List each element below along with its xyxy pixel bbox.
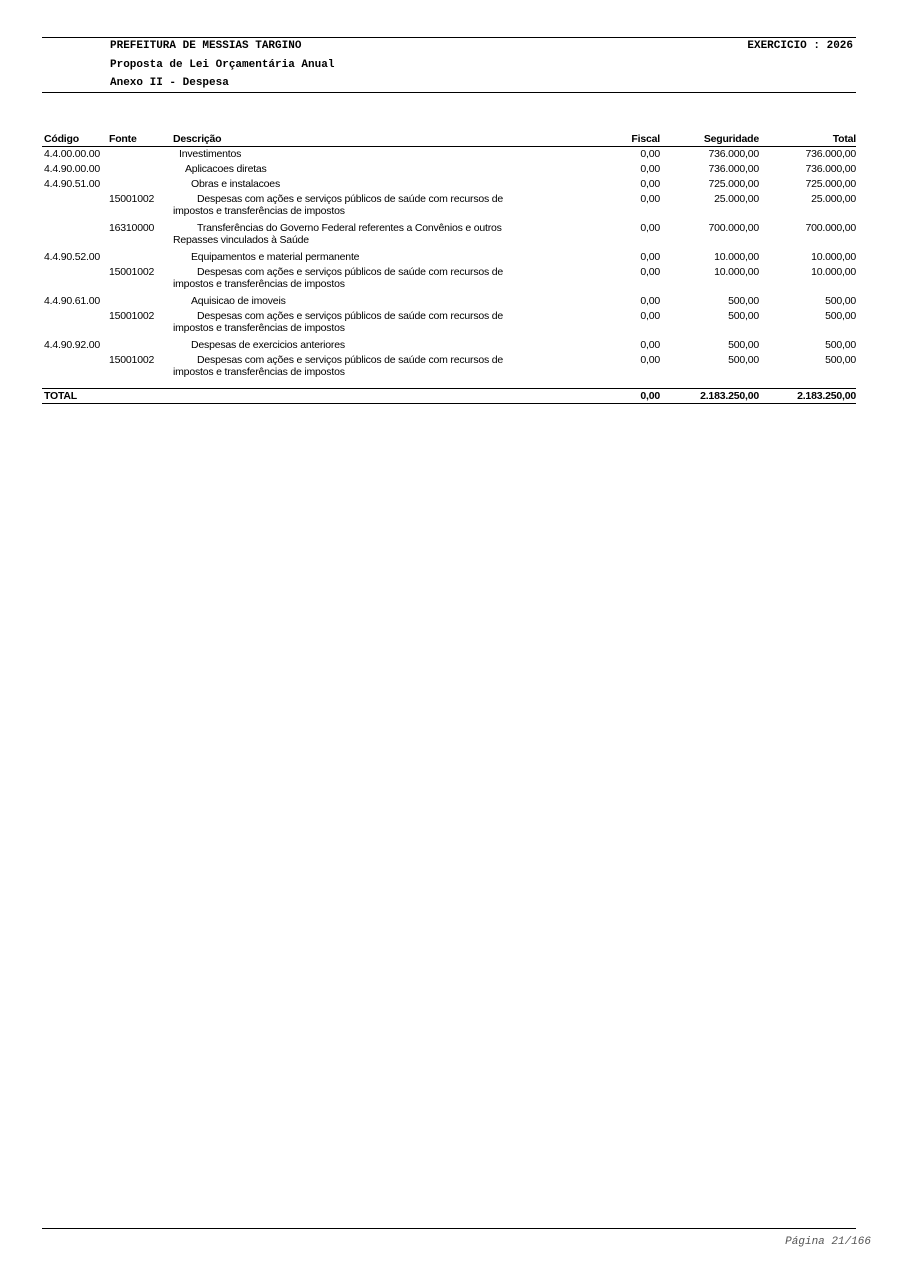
cell-total: 736.000,00 — [805, 163, 856, 175]
cell-descricao: Obras e instalacoes — [191, 178, 280, 190]
descricao-line-2: impostos e transferências de impostos — [173, 366, 345, 378]
cell-codigo: 4.4.90.61.00 — [44, 295, 100, 307]
col-fonte-header: Fonte — [109, 133, 137, 145]
exercise-label: EXERCICIO : 2026 — [747, 40, 853, 52]
cell-fonte: 15001002 — [109, 310, 155, 322]
descricao-line-2: impostos e transferências de impostos — [173, 205, 345, 217]
cell-seguridade: 10.000,00 — [714, 251, 759, 263]
cell-total: 10.000,00 — [811, 266, 856, 278]
cell-fonte: 15001002 — [109, 354, 155, 366]
descricao-line-1: Despesas com ações e serviços públicos de saúde com recursos de — [197, 266, 504, 278]
cell-seguridade: 725.000,00 — [708, 178, 759, 190]
page-number: Página 21/166 — [785, 1236, 871, 1248]
table-row — [42, 221, 856, 250]
header-top-rule — [42, 37, 856, 38]
descricao-line-1: Despesas com ações e serviços públicos de saúde com recursos de — [197, 310, 504, 322]
cell-descricao: Aplicacoes diretas — [185, 163, 267, 175]
table-row — [42, 309, 856, 338]
cell-fiscal: 0,00 — [640, 193, 660, 205]
cell-seguridade: 500,00 — [728, 295, 759, 307]
total-total: 2.183.250,00 — [797, 390, 856, 402]
cell-descricao — [173, 310, 533, 334]
cell-seguridade: 500,00 — [728, 354, 759, 366]
cell-total: 725.000,00 — [805, 178, 856, 190]
descricao-line-2: impostos e transferências de impostos — [173, 322, 345, 334]
col-fiscal-header: Fiscal — [631, 133, 660, 145]
descricao-line-1: Despesas com ações e serviços públicos de saúde com recursos de — [197, 354, 504, 366]
descricao-line-2: impostos e transferências de impostos — [173, 278, 345, 290]
total-label: TOTAL — [44, 390, 78, 402]
header-bottom-rule — [42, 92, 856, 93]
total-fiscal: 0,00 — [640, 390, 660, 402]
cell-fiscal: 0,00 — [640, 251, 660, 263]
cell-total: 736.000,00 — [805, 148, 856, 160]
table-row — [42, 162, 856, 177]
cell-descricao — [173, 193, 533, 217]
cell-fonte: 15001002 — [109, 266, 155, 278]
cell-descricao — [173, 222, 533, 246]
cell-descricao — [173, 354, 533, 378]
cell-fiscal: 0,00 — [640, 178, 660, 190]
cell-descricao — [173, 266, 533, 290]
table-header — [42, 132, 856, 147]
cell-codigo: 4.4.90.00.00 — [44, 163, 100, 175]
table-row — [42, 192, 856, 221]
table-row — [42, 353, 856, 382]
cell-codigo: 4.4.90.92.00 — [44, 339, 100, 351]
cell-total: 500,00 — [825, 295, 856, 307]
cell-fiscal: 0,00 — [640, 339, 660, 351]
cell-fiscal: 0,00 — [640, 266, 660, 278]
table-row — [42, 250, 856, 265]
cell-seguridade: 736.000,00 — [708, 163, 759, 175]
org-name: PREFEITURA DE MESSIAS TARGINO — [110, 40, 302, 52]
cell-fonte: 15001002 — [109, 193, 155, 205]
cell-codigo: 4.4.90.52.00 — [44, 251, 100, 263]
cell-fonte: 16310000 — [109, 222, 155, 234]
total-seguridade: 2.183.250,00 — [700, 390, 759, 402]
cell-fiscal: 0,00 — [640, 310, 660, 322]
col-seguridade-header: Seguridade — [703, 133, 759, 145]
cell-total: 500,00 — [825, 310, 856, 322]
table-row — [42, 294, 856, 309]
total-row — [42, 388, 856, 404]
cell-fiscal: 0,00 — [640, 222, 660, 234]
cell-seguridade: 736.000,00 — [708, 148, 759, 160]
descricao-line-1: Transferências do Governo Federal referentes a Convênios e outros — [197, 222, 502, 234]
cell-codigo: 4.4.00.00.00 — [44, 148, 100, 160]
cell-descricao: Aquisicao de imoveis — [191, 295, 286, 307]
cell-fiscal: 0,00 — [640, 148, 660, 160]
col-codigo-header: Código — [44, 133, 79, 145]
cell-descricao: Despesas de exercicios anteriores — [191, 339, 345, 351]
cell-seguridade: 10.000,00 — [714, 266, 759, 278]
cell-seguridade: 500,00 — [728, 310, 759, 322]
cell-seguridade: 25.000,00 — [714, 193, 759, 205]
col-descricao-header: Descrição — [173, 133, 222, 145]
descricao-line-2: Repasses vinculados à Saúde — [173, 234, 309, 246]
cell-seguridade: 500,00 — [728, 339, 759, 351]
table-row — [42, 177, 856, 192]
cell-descricao: Investimentos — [179, 148, 242, 160]
table-row — [42, 265, 856, 294]
cell-fiscal: 0,00 — [640, 354, 660, 366]
table-row — [42, 147, 856, 162]
cell-total: 700.000,00 — [805, 222, 856, 234]
cell-codigo: 4.4.90.51.00 — [44, 178, 100, 190]
footer-rule — [42, 1228, 856, 1229]
cell-fiscal: 0,00 — [640, 295, 660, 307]
cell-total: 500,00 — [825, 339, 856, 351]
cell-fiscal: 0,00 — [640, 163, 660, 175]
cell-descricao: Equipamentos e material permanente — [191, 251, 360, 263]
descricao-line-1: Despesas com ações e serviços públicos de saúde com recursos de — [197, 193, 504, 205]
document-title: Proposta de Lei Orçamentária Anual — [110, 59, 335, 71]
col-total-header: Total — [832, 133, 856, 145]
cell-total: 25.000,00 — [811, 193, 856, 205]
cell-total: 500,00 — [825, 354, 856, 366]
expense-table — [42, 132, 856, 382]
cell-seguridade: 700.000,00 — [708, 222, 759, 234]
cell-total: 10.000,00 — [811, 251, 856, 263]
table-row — [42, 338, 856, 353]
annex-title: Anexo II - Despesa — [110, 77, 229, 89]
